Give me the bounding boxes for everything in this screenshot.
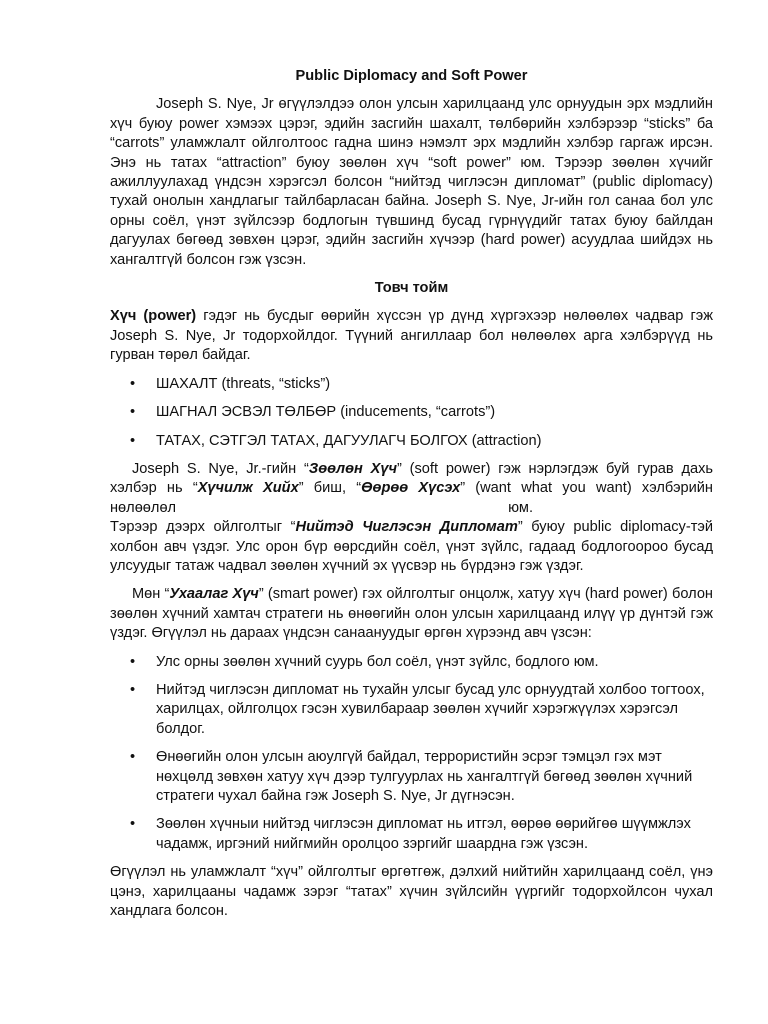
- text-run: ” буюу public diplomacy-тэй холбон авч үздэг. Улс орон бүр өөрсдийн соёл, үнэт зүйлс, гадаад бодлогоороо бусад улсуудыг татаж чадвал зөөлөн хүчний эх үүсвэр нь бүрдэнэ гэж үздэг.: [110, 519, 713, 574]
- text-run: ” биш, “: [298, 480, 362, 497]
- list-item: • ШАХАЛТ (threats, “sticks”): [110, 375, 713, 394]
- emphasis-want: Өөрөө Хүсэх: [361, 480, 461, 497]
- main-ideas-list: [110, 653, 713, 855]
- public-diplomacy-paragraph: [110, 518, 713, 576]
- conclusion-paragraph: Өгүүлэл нь уламжлалт “хүч” ойлголтыг өргөтгөж, дэлхий нийтийн харилцаанд соёл, үнэ цэнэ, харилцааны чадамж зэрэг “татах” хүчин зүйлсийн үүргийг тодорхойлсон чухал хандлага болсон.: [110, 864, 713, 920]
- emphasis-public-diplomacy: Нийтэд Чиглэсэн Дипломат: [295, 519, 518, 536]
- text-run: ” (want what you want) хэлбэрийн нөлөөлөл: [110, 480, 713, 516]
- overview-heading: Товч тойм: [374, 280, 449, 297]
- list-item: • ТАТАХ, СЭТГЭЛ ТАТАХ, ДАГУУЛАГЧ БОЛГОХ (attraction): [110, 432, 713, 451]
- text-run: ” (smart power) гэх ойлголтыг онцолж, хатуу хүч (hard power) болон зөөлөн хүчний хамтач стратеги нь өнөөгийн олон улсын харилцаанд илүү үр дүнтэй гэж үздэг. Өгүүлэл нь дараах үндсэн санаануудыг өргөн хүрээнд авч үзсэн:: [110, 586, 713, 642]
- text-run: Мөн “: [132, 586, 170, 603]
- list-item: • Өнөөгийн олон улсын аюулгүй байдал, террористийн эсрэг тэмцэл гэх мэт нөхцөлд зөвхөн хатуу хүч дээр тулгуурлах нь хангалтгүй бөгөөд зөөлөн хүчний стратеги чухал байна гэж Joseph S. Nye, Jr дүгнэсэн.: [110, 748, 713, 806]
- emphasis-smart-power: Ухаалаг Хүч: [169, 586, 259, 603]
- emphasis-coercion: Хүчилж Хийх: [197, 480, 299, 497]
- list-item: • Улс орны зөөлөн хүчний суурь бол соёл, үнэт зүйлс, бодлого юм.: [110, 653, 713, 672]
- smart-power-paragraph: [110, 585, 713, 643]
- soft-power-paragraph: [110, 460, 713, 518]
- power-term: Хүч (power): [110, 308, 197, 325]
- list-item: • Зөөлөн хүчныи нийтэд чиглэсэн дипломат нь итгэл, өөрөө өөрийгөө шүүмжлэх чадамж, иргэний нийгмийн оролцоо зэргийг шаардна гэж үзсэн.: [110, 815, 713, 854]
- document-title: Public Diplomacy and Soft Power: [295, 68, 528, 84]
- text-run: Тэрээр дээрх ойлголтыг “: [110, 519, 296, 536]
- text-run: Joseph S. Nye, Jr.-гийн “: [132, 460, 309, 477]
- emphasis-soft-power: Зөөлөн Хүч: [308, 460, 397, 477]
- document-body: [110, 67, 713, 921]
- power-definition-paragraph: [110, 307, 713, 365]
- text-run: юм.: [508, 499, 533, 516]
- list-item: • Нийтэд чиглэсэн дипломат нь тухайн улсыг бусад улс орнуудтай холбоо тогтоох, харилцах, ойлголцох гэсэн хувилбараар зөөлөн хүчийг хэрэгжүүлэх хэрэгсэл болдог.: [110, 681, 713, 739]
- text-run: ” (soft power) гэж нэрлэгдэж буй гурав дахь хэлбэр нь “: [110, 460, 713, 497]
- power-definition-text: гэдэг нь бусдыг өөрийн хүссэн үр дүнд хүргэхээр нөлөөлөх чадвар гэж Joseph S. Nye, Jr тодорхойлдог. Түүний ангиллаар бол нөлөөлөх арга хэлбэрүүд нь гурван төрөл байдаг.: [110, 308, 714, 364]
- power-types-list: [110, 375, 713, 451]
- intro-paragraph: Joseph S. Nye, Jr өгүүлэлдээ олон улсын харилцаанд улс орнуудын эрх мэдлийн хүч буюу power хэмээх цэрэг, эдийн засгийн шахалт, төлбөрийн хэлбэрээр “sticks” ба “carrots” уламжлалт ойлголтоос гадна шинэ нэмэлт эрх мэдлийн хэлбэр гаргаж ирсэн. Энэ нь татах “attraction” буюу зөөлөн хүч “soft power” юм. Тэрээр зөөлөн хүчийг ажиллуулахад үндсэн хэрэгсэл болсон “нийтэд чиглэсэн дипломат” (public diplomacy) тухай онолын хандлагыг тайлбарласан байна. Joseph S. Nye, Jr-ийн гол санаа бол улс орны соёл, үнэт зүйлсээр бодлогын түвшинд бусад гүрнүүдийг татах буюу байлдан дагуулах бөгөөд зөвхөн цэрэг, эдийн засгийн хүчээр (hard power) асуудлаа шийдэх нь хангалтгүй болсон гэж үзсэн.: [110, 96, 713, 268]
- list-item: • ШАГНАЛ ЭСВЭЛ ТӨЛБӨР (inducements, “carrots”): [110, 403, 713, 422]
